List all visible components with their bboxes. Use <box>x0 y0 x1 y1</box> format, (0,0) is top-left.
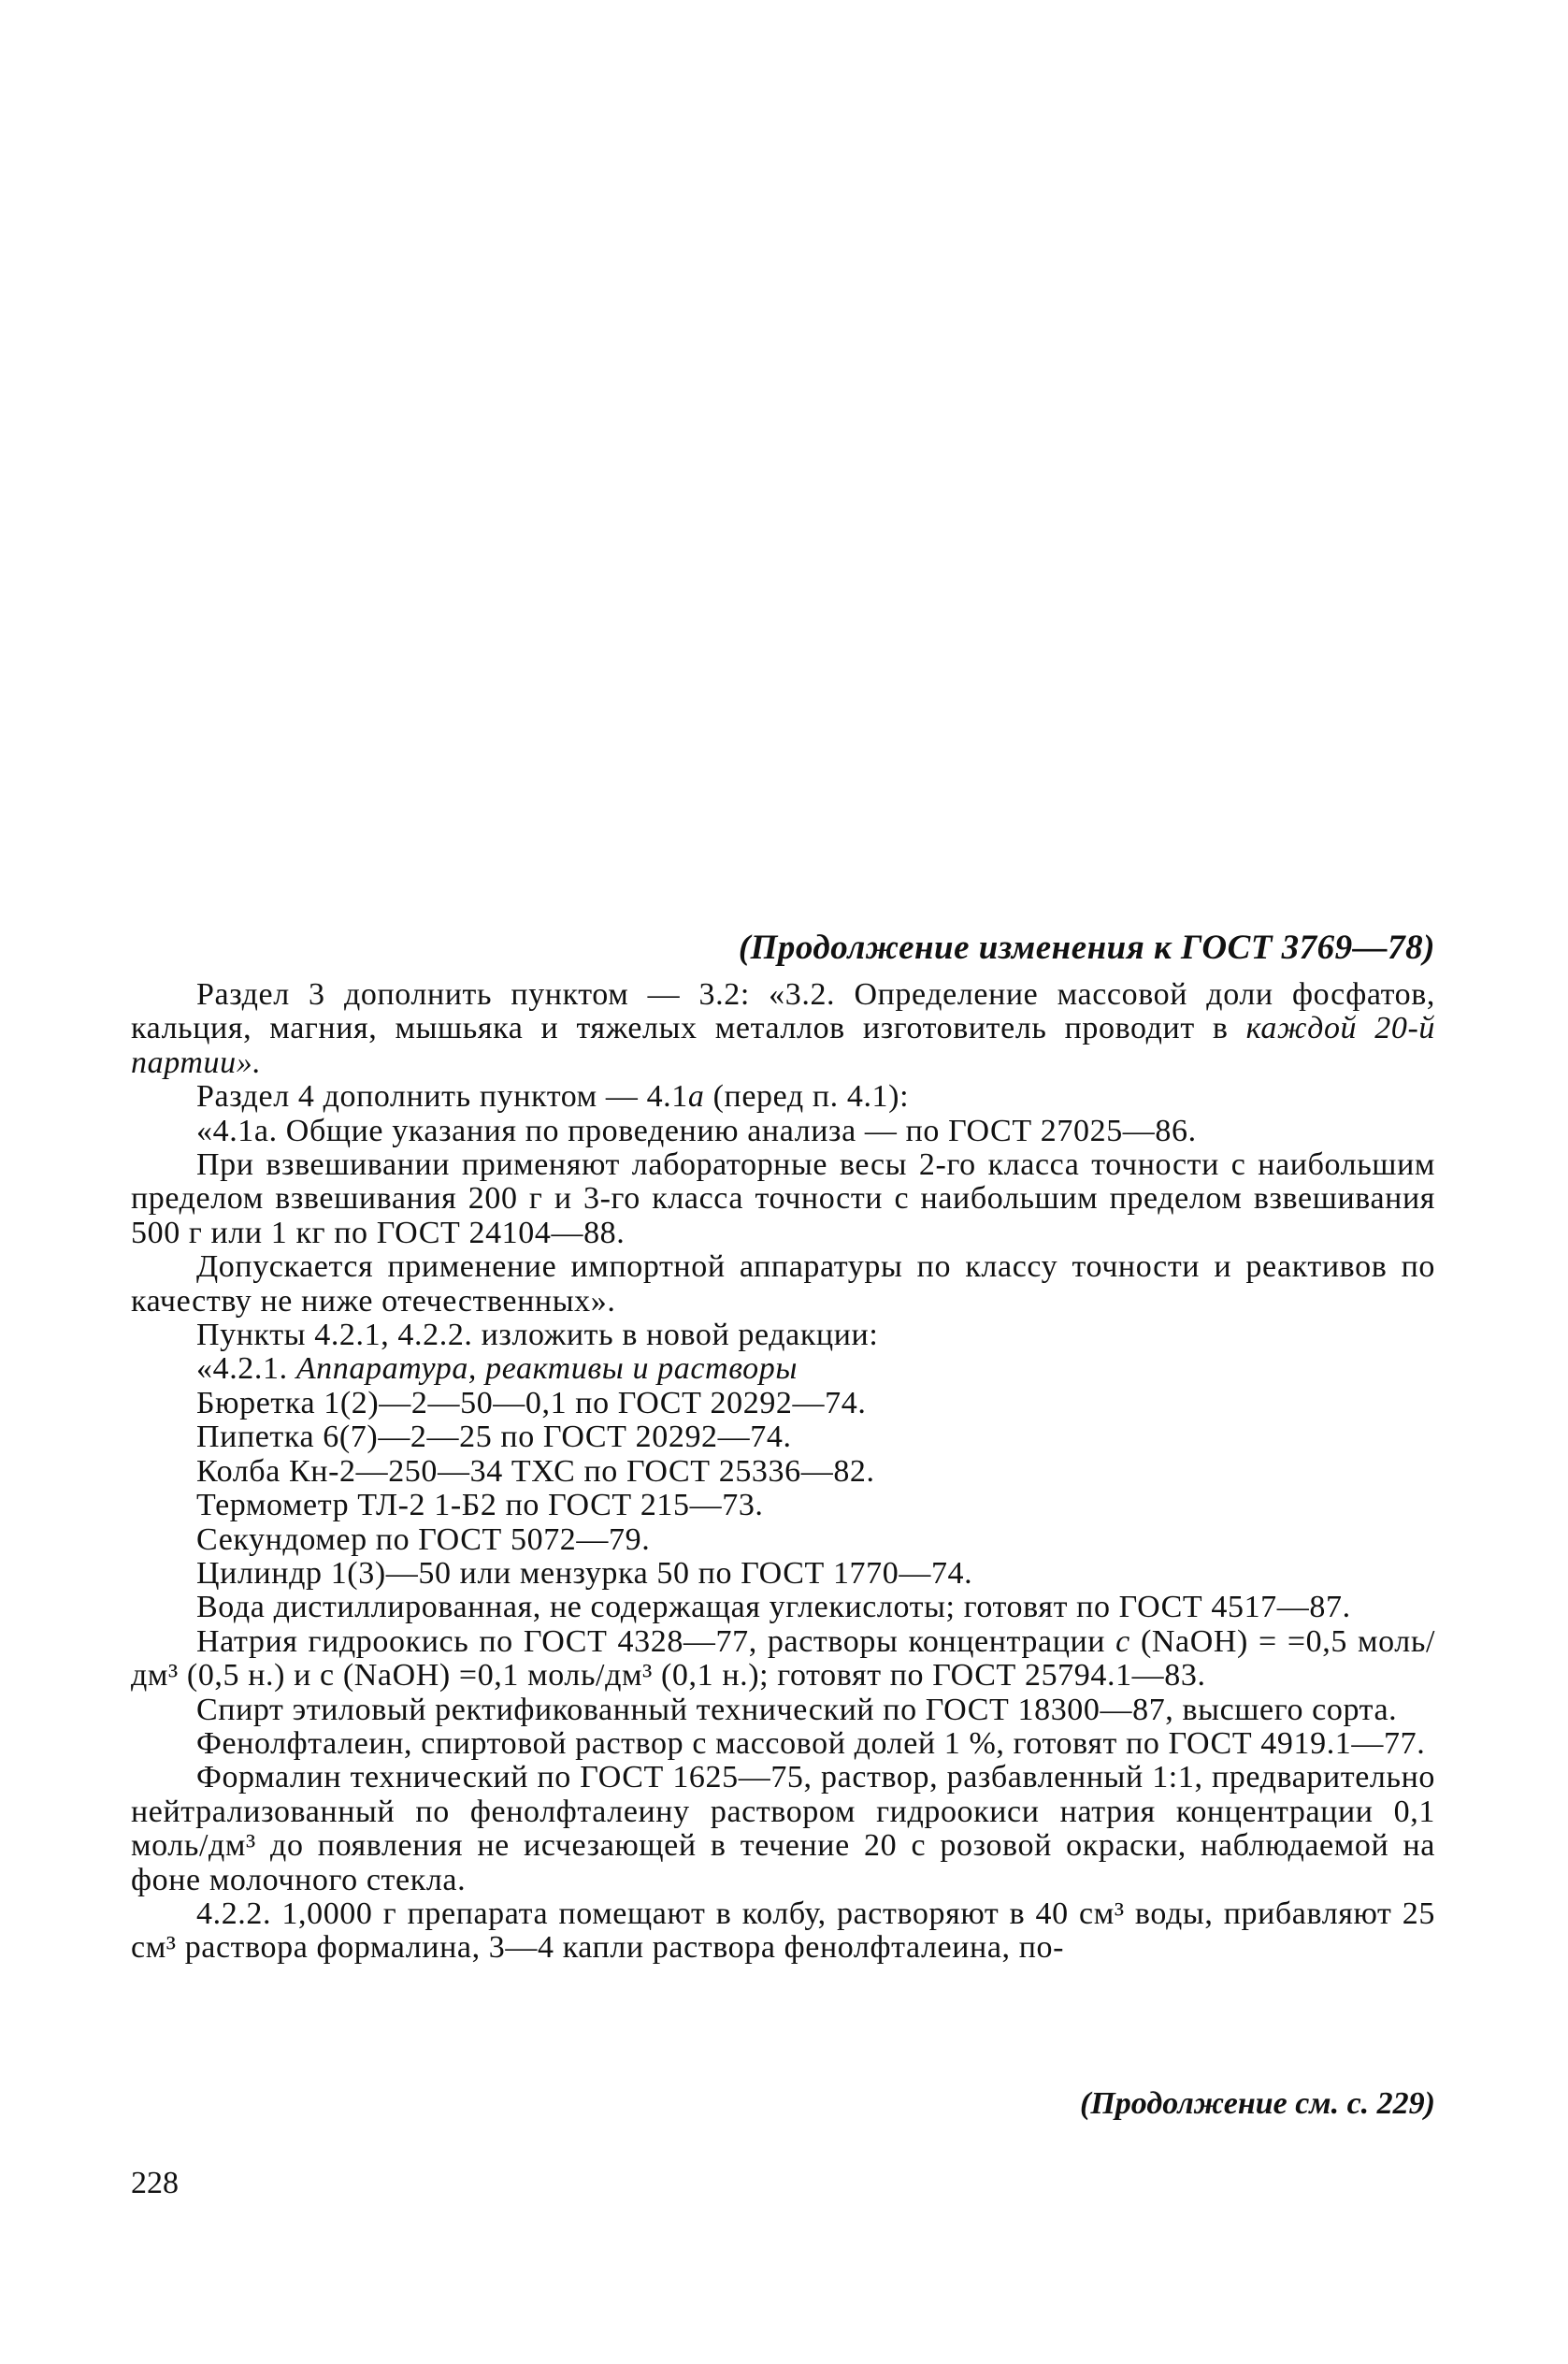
list-item-cylinder: Цилиндр 1(3)—50 или мензурка 50 по ГОСТ 1770—74. <box>196 1555 973 1591</box>
continuation-footer: (Продолжение см. с. 229) <box>1080 2086 1435 2121</box>
paragraph-4-2-1 <box>131 1352 1435 1386</box>
paragraph-section-3-text: Раздел 3 дополнить пунктом — 3.2: «3.2. Определение массовой доли фосфатов, кальция, магния, мышьяка и тяжелых металлов изготовитель проводит в <box>131 977 1435 1046</box>
paragraph-section-4-text: Раздел 4 дополнить пунктом — 4.1 <box>196 1079 688 1115</box>
paragraph-section-3 <box>131 978 1435 1080</box>
list-item-phenolphthalein: Фенолфталеин, спиртовой раствор с массовой долей 1 %, готовят по ГОСТ 4919.1—77. <box>196 1725 1426 1761</box>
continuation-heading: (Продолжение изменения к ГОСТ 3769—78) <box>738 929 1435 967</box>
paragraph-4-1a: «4.1а. Общие указания по проведению анализа — по ГОСТ 27025—86. <box>196 1113 1197 1148</box>
paragraph-4-2-1-title: Аппаратура, реактивы и растворы <box>295 1351 798 1387</box>
list-item-sodium-hydroxide <box>131 1625 1435 1694</box>
page-content <box>131 928 1435 1966</box>
list-item-pipette: Пипетка 6(7)—2—25 по ГОСТ 20292—74. <box>196 1420 792 1455</box>
body-text <box>131 978 1435 1966</box>
paragraph-4-2-2: 4.2.2. 1,0000 г препарата помещают в колбу, растворяют в 40 см³ воды, прибавляют 25 см³ раствора формалина, 3—4 капли раствора фенолфталеина, по- <box>131 1896 1435 1966</box>
paragraph-section-4-italic: а <box>687 1079 705 1115</box>
paragraph-items-4-2: Пункты 4.2.1, 4.2.2. изложить в новой редакции: <box>196 1318 879 1353</box>
page-number: 228 <box>131 2166 179 2200</box>
paragraph-section-4-tail: (перед п. 4.1): <box>704 1079 910 1115</box>
paragraph-imported-equipment: Допускается применение импортной аппаратуры по классу точности и реактивов по качеству не ниже отечественных». <box>131 1249 1435 1319</box>
list-item-formalin: Формалин технический по ГОСТ 1625—75, раствор, разбавленный 1:1, предварительно нейтрализованный по фенолфталеину раствором гидроокиси натрия концентрации 0,1 моль/дм³ до появления не исчезающей в течение 20 с розовой окраски, наблюдаемой на фоне молочного стекла. <box>131 1760 1435 1897</box>
paragraph-section-3-italic: каждой 20-й партии». <box>131 1011 1435 1080</box>
list-item-ethanol: Спирт этиловый ректификованный технический по ГОСТ 18300—87, высшего сорта. <box>196 1692 1398 1727</box>
paragraph-weighing: При взвешивании применяют лабораторные весы 2-го класса точности с наибольшим пределом взвешивания 200 г и 3-го класса точности с наибольшим пределом взвешивания 500 г или 1 кг по ГОСТ 24104—88. <box>131 1147 1435 1250</box>
list-item-stopwatch: Секундомер по ГОСТ 5072—79. <box>196 1521 651 1557</box>
sodium-hydroxide-text: Натрия гидроокись по ГОСТ 4328—77, растворы концентрации <box>196 1623 1116 1659</box>
paragraph-section-4 <box>131 1080 1435 1114</box>
sodium-hydroxide-symbol: c <box>1115 1623 1130 1659</box>
list-item-thermometer: Термометр ТЛ-2 1-Б2 по ГОСТ 215—73. <box>196 1488 764 1523</box>
list-item-burette: Бюретка 1(2)—2—50—0,1 по ГОСТ 20292—74. <box>196 1385 867 1420</box>
sodium-hydroxide-tail: (NaOH) = =0,5 моль/дм³ (0,5 н.) и с (NaOH) =0,1 моль/дм³ (0,1 н.); готовят по ГОСТ 25794.1—83. <box>131 1623 1435 1694</box>
list-item-flask: Колба Кн-2—250—34 ТХС по ГОСТ 25336—82. <box>196 1453 875 1489</box>
list-item-water: Вода дистиллированная, не содержащая углекислоты; готовят по ГОСТ 4517—87. <box>196 1590 1351 1625</box>
paragraph-4-2-1-number: «4.2.1. <box>196 1351 296 1387</box>
